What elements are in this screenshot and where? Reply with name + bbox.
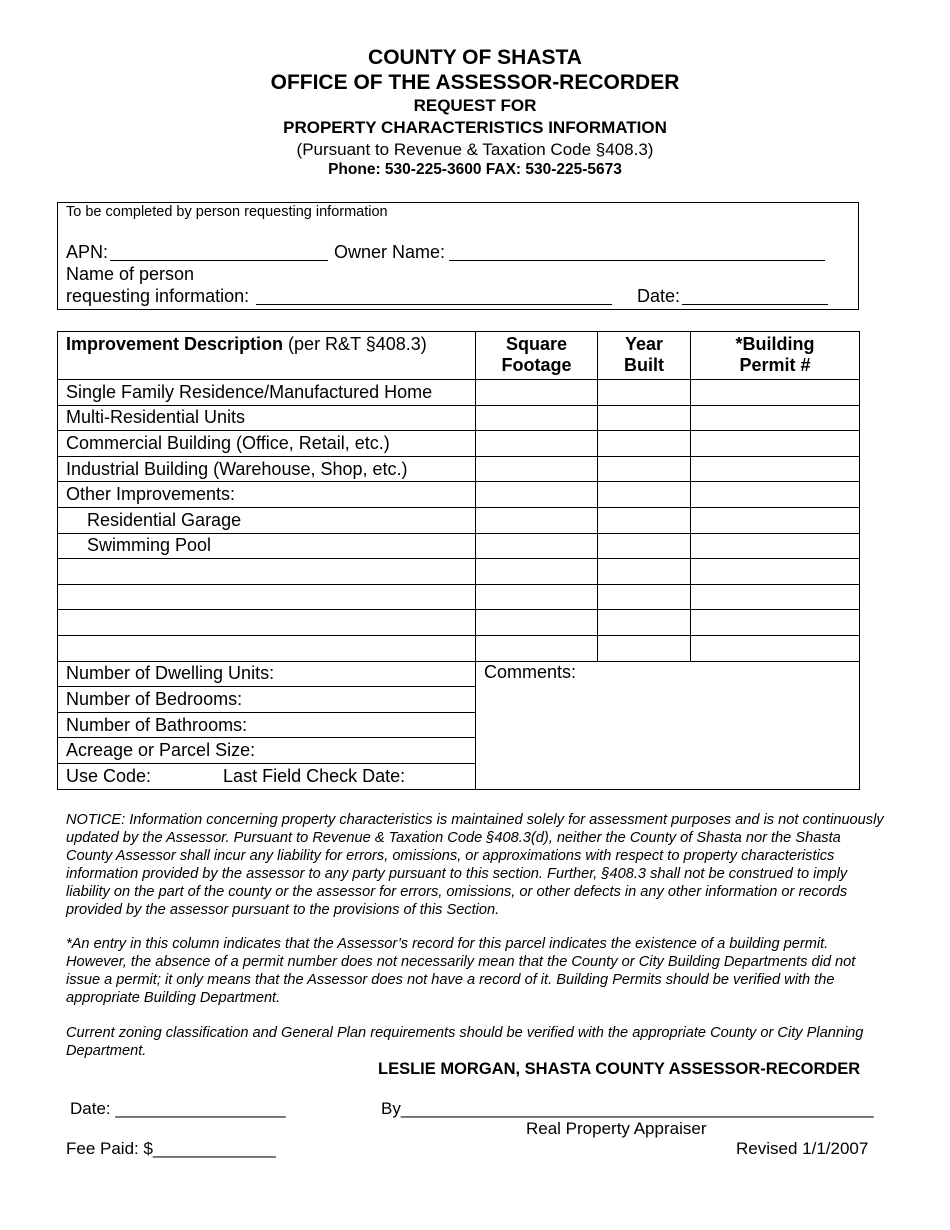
use-code-row xyxy=(58,763,476,789)
form-title: PROPERTY CHARACTERISTICS INFORMATION xyxy=(283,118,667,137)
blank-description-cell[interactable] xyxy=(58,584,476,610)
requester-instruction: To be completed by person requesting information xyxy=(66,204,388,220)
square-footage-cell[interactable] xyxy=(476,584,598,610)
apn-label: APN: xyxy=(66,242,109,262)
requester-name-label-2: requesting information: xyxy=(66,286,250,306)
owner-name-label: Owner Name: xyxy=(334,242,446,262)
request-date-field[interactable] xyxy=(682,304,828,305)
appraiser-label: Real Property Appraiser xyxy=(526,1119,707,1138)
blank-description-cell[interactable] xyxy=(58,610,476,636)
permit-cell[interactable] xyxy=(691,610,860,636)
permit-cell[interactable] xyxy=(691,584,860,610)
row-label: Multi-Residential Units xyxy=(58,405,476,431)
permit-cell[interactable] xyxy=(691,431,860,457)
bathrooms-label: Number of Bathrooms: xyxy=(58,712,476,738)
blank-row xyxy=(58,559,860,585)
use-code-label: Use Code: xyxy=(66,765,152,786)
table-header-row xyxy=(58,332,860,380)
table-row xyxy=(58,431,860,457)
row-label: Residential Garage xyxy=(58,507,476,533)
contact-info: Phone: 530-225-3600 FAX: 530-225-5673 xyxy=(328,161,622,178)
comments-box[interactable] xyxy=(476,661,860,789)
last-field-check-label: Last Field Check Date: xyxy=(223,765,406,786)
blank-row xyxy=(58,584,860,610)
acreage-label: Acreage or Parcel Size: xyxy=(58,738,476,764)
year-built-cell[interactable] xyxy=(598,584,691,610)
square-footage-cell[interactable] xyxy=(476,405,598,431)
year-built-cell[interactable] xyxy=(598,456,691,482)
square-footage-cell[interactable] xyxy=(476,533,598,559)
row-label: Swimming Pool xyxy=(58,533,476,559)
permit-cell[interactable] xyxy=(691,635,860,661)
dwelling-units-label: Number of Dwelling Units: xyxy=(58,661,476,687)
square-footage-cell[interactable] xyxy=(476,635,598,661)
square-footage-cell[interactable] xyxy=(476,482,598,508)
blank-row xyxy=(58,610,860,636)
row-label: Other Improvements: xyxy=(58,482,476,508)
code-reference: (Pursuant to Revenue & Taxation Code §408.3) xyxy=(296,140,654,159)
year-built-cell[interactable] xyxy=(598,507,691,533)
appraiser-signature-field[interactable]: By__________________________________________________ xyxy=(381,1099,874,1118)
table-row xyxy=(58,405,860,431)
square-footage-cell[interactable] xyxy=(476,380,598,406)
permit-cell[interactable] xyxy=(691,533,860,559)
table-row xyxy=(58,380,860,406)
blank-row xyxy=(58,635,860,661)
year-built-cell[interactable] xyxy=(598,431,691,457)
year-built-cell[interactable] xyxy=(598,635,691,661)
assessor-signature-title: LESLIE MORGAN, SHASTA COUNTY ASSESSOR-RECORDER xyxy=(378,1060,861,1078)
bedrooms-label: Number of Bedrooms: xyxy=(58,687,476,713)
square-footage-cell[interactable] xyxy=(476,431,598,457)
footer-date-field[interactable]: Date: __________________ xyxy=(70,1099,286,1118)
permit-cell[interactable] xyxy=(691,559,860,585)
table-row xyxy=(58,661,860,687)
permit-cell[interactable] xyxy=(691,456,860,482)
year-built-cell[interactable] xyxy=(598,610,691,636)
row-label: Industrial Building (Warehouse, Shop, etc.) xyxy=(58,456,476,482)
revision-date: Revised 1/1/2007 xyxy=(736,1139,869,1158)
permit-cell[interactable] xyxy=(691,405,860,431)
blank-description-cell[interactable] xyxy=(58,635,476,661)
square-footage-header: Square Footage xyxy=(476,332,598,380)
permit-cell[interactable] xyxy=(691,380,860,406)
year-built-cell[interactable] xyxy=(598,405,691,431)
table-row xyxy=(58,533,860,559)
liability-notice: NOTICE: Information concerning property characteristics is maintained solely for assessment purposes and is not continuously updated by the Assessor. Pursuant to Revenue & Taxation Code §408.3(d), neither the County of Shasta nor the Shasta County Assessor shall incur any liability for errors, omissions, or approximations with respect to property characteristics information provided by the assessor to any party pursuant to this section. Further, §408.3 shall not be construed to imply liability on the part of the county or the assessor for errors, omissions, or other defects in any other information or records provided by the assessor pursuant to the provisions of this Section. xyxy=(66,812,884,918)
year-built-cell[interactable] xyxy=(598,380,691,406)
row-label: Commercial Building (Office, Retail, etc.) xyxy=(58,431,476,457)
year-built-header: Year Built xyxy=(598,332,691,380)
owner-name-field[interactable] xyxy=(449,260,825,261)
fee-paid-field[interactable]: Fee Paid: $_____________ xyxy=(66,1139,276,1158)
table-row xyxy=(58,456,860,482)
year-built-cell[interactable] xyxy=(598,533,691,559)
improvements-table xyxy=(57,331,860,790)
row-label: Single Family Residence/Manufactured Home xyxy=(58,380,476,406)
square-footage-cell[interactable] xyxy=(476,559,598,585)
request-date-label: Date: xyxy=(637,286,681,306)
request-for-title: REQUEST FOR xyxy=(413,96,537,115)
comments-label: Comments: xyxy=(484,661,577,682)
square-footage-cell[interactable] xyxy=(476,610,598,636)
permit-cell[interactable] xyxy=(691,482,860,508)
year-built-cell[interactable] xyxy=(598,482,691,508)
table-row xyxy=(58,482,860,508)
table-row xyxy=(58,507,860,533)
permit-notice: *An entry in this column indicates that the Assessor’s record for this parcel indicates the existence of a building permit. However, the absence of a permit number does not necessarily mean that the County or City Building Departments did not issue a permit; it only means that the Assessor does not have a record of it. Building Permits should be verified with the appropriate Building Department. xyxy=(66,936,856,1006)
year-built-cell[interactable] xyxy=(598,559,691,585)
improvement-description-header: Improvement Description (per R&T §408.3) xyxy=(58,332,476,380)
permit-cell[interactable] xyxy=(691,507,860,533)
apn-field[interactable] xyxy=(110,260,328,261)
office-title: OFFICE OF THE ASSESSOR-RECORDER xyxy=(270,71,680,94)
square-footage-cell[interactable] xyxy=(476,456,598,482)
square-footage-cell[interactable] xyxy=(476,507,598,533)
requester-name-field[interactable] xyxy=(256,304,612,305)
requester-box xyxy=(57,202,859,310)
building-permit-header: *Building Permit # xyxy=(691,332,860,380)
blank-description-cell[interactable] xyxy=(58,559,476,585)
requester-name-label-1: Name of person xyxy=(66,264,195,284)
county-title: COUNTY OF SHASTA xyxy=(368,46,582,69)
zoning-notice: Current zoning classification and General Plan requirements should be verified with the appropriate County or City Planning Department. xyxy=(66,1025,864,1059)
